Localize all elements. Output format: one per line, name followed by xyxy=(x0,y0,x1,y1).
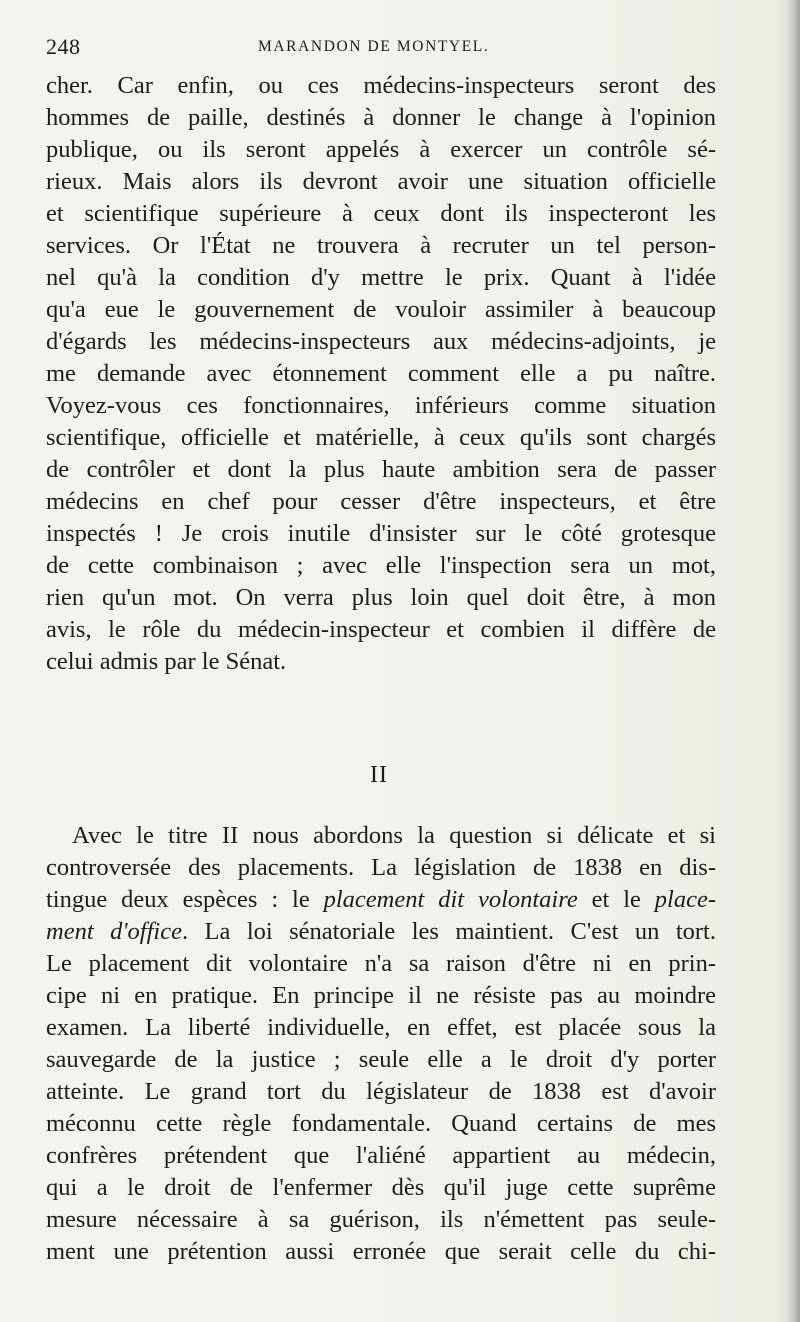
text-line: Avec le titre II nous abordons la question si délicate et si xyxy=(72,822,716,849)
page-number: 248 xyxy=(46,34,81,59)
text-line: services. Or l'État ne trouvera à recruter un tel person- xyxy=(46,232,716,259)
italic-term: placement dit volontaire xyxy=(323,886,578,913)
text-line: Voyez-vous ces fonctionnaires, inférieurs comme situation xyxy=(46,392,716,419)
text-line: examen. La liberté individuelle, en effet, est placée sous la xyxy=(46,1014,716,1041)
text-line: nel qu'à la condition d'y mettre le prix. Quant à l'idée xyxy=(46,264,716,291)
text-line: mesure nécessaire à sa guérison, ils n'émettent pas seule- xyxy=(46,1206,716,1233)
text-line: et scientifique supérieure à ceux dont ils inspecteront les xyxy=(46,200,716,227)
text-line: me demande avec étonnement comment elle a pu naître. xyxy=(46,360,716,387)
text-line: qui a le droit de l'enfermer dès qu'il juge cette suprême xyxy=(46,1174,716,1201)
text-line: controversée des placements. La législation de 1838 en dis- xyxy=(46,854,716,881)
text-line: rien qu'un mot. On verra plus loin quel doit être, à mon xyxy=(46,584,716,611)
text-line: sauvegarde de la justice ; seule elle a le droit d'y porter xyxy=(46,1046,716,1073)
text-line: d'égards les médecins-inspecteurs aux médecins-adjoints, je xyxy=(46,328,716,355)
text-line: avis, le rôle du médecin-inspecteur et combien il diffère de xyxy=(46,616,716,643)
text-line: atteinte. Le grand tort du législateur de 1838 est d'avoir xyxy=(46,1078,716,1105)
text-line: inspectés ! Je crois inutile d'insister sur le côté grotesque xyxy=(46,520,716,547)
text-line: qu'a eue le gouvernement de vouloir assimiler à beaucoup xyxy=(46,296,716,323)
text-line xyxy=(46,916,716,948)
text-line: hommes de paille, destinés à donner le change à l'opinion xyxy=(46,104,716,131)
text-line: cher. Car enfin, ou ces médecins-inspecteurs seront des xyxy=(46,72,716,99)
text-line: méconnu cette règle fondamentale. Quand certains de mes xyxy=(46,1110,716,1137)
italic-term: ment d'office xyxy=(46,918,182,945)
text-run: et le xyxy=(577,886,655,913)
running-title: MARANDON DE MONTYEL. xyxy=(258,38,490,55)
text-line: de contrôler et dont la plus haute ambition sera de passer xyxy=(46,456,716,483)
text-line: ment une prétention aussi erronée que serait celle du chi- xyxy=(46,1238,716,1265)
text-line: rieux. Mais alors ils devront avoir une situation officielle xyxy=(46,168,716,195)
text-line: publique, ou ils seront appelés à exercer un contrôle sé- xyxy=(46,136,716,163)
text-line: de cette combinaison ; avec elle l'inspection sera un mot, xyxy=(46,552,716,579)
text-line: médecins en chef pour cesser d'être inspecteurs, et être xyxy=(46,488,716,515)
page-header xyxy=(46,34,736,64)
text-line: scientifique, officielle et matérielle, à ceux qu'ils sont chargés xyxy=(46,424,716,451)
section-heading: II xyxy=(370,762,388,788)
text-run: tingue deux espèces : le xyxy=(46,886,324,913)
text-line: cipe ni en pratique. En principe il ne résiste pas au moindre xyxy=(46,982,716,1009)
text-line: confrères prétendent que l'aliéné appartient au médecin, xyxy=(46,1142,716,1169)
page-edge-shadow xyxy=(786,0,800,1322)
text-run: . La loi sénatoriale les maintient. C'est un tort. xyxy=(181,918,716,945)
text-line: celui admis par le Sénat. xyxy=(46,648,287,675)
text-line: Le placement dit volontaire n'a sa raison d'être ni en prin- xyxy=(46,950,716,977)
text-line xyxy=(46,884,716,916)
italic-term: place- xyxy=(654,886,716,913)
